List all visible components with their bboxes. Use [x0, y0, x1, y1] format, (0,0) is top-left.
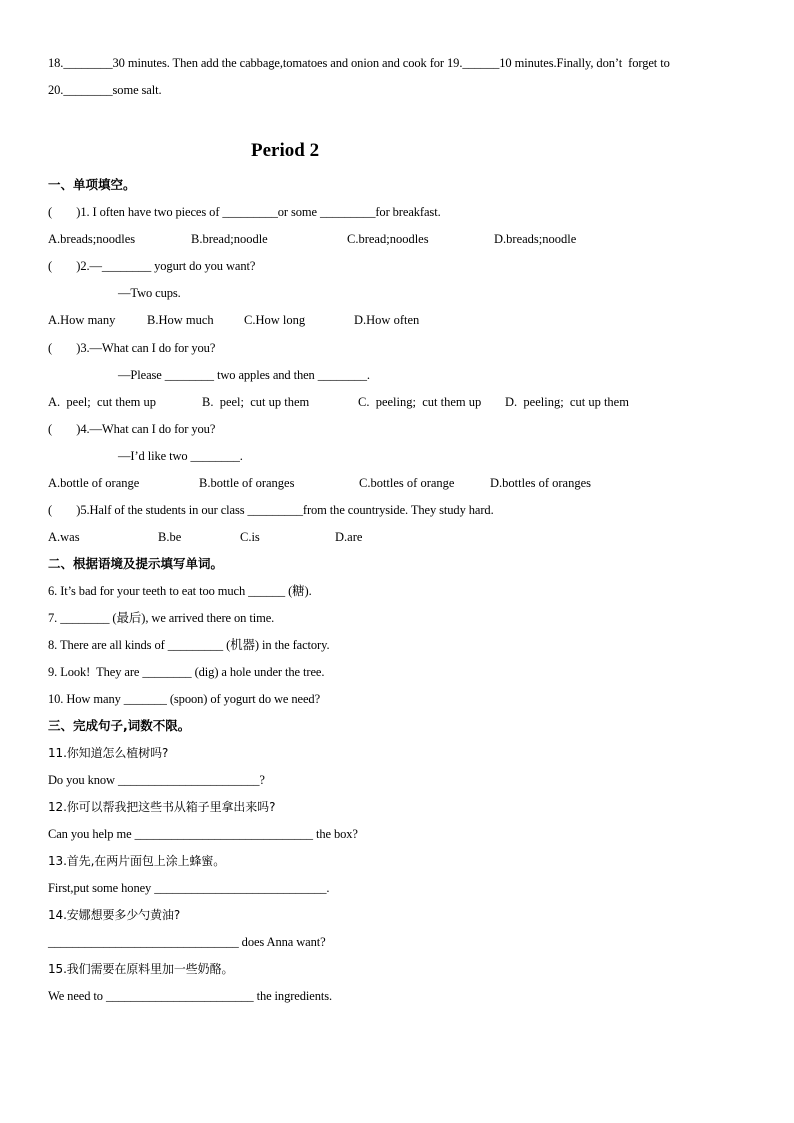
question-11-english: Do you know _______________________? [48, 773, 265, 787]
option-d: D.How often [354, 313, 420, 327]
option-a: A.breads;noodles [48, 232, 136, 246]
option-d: D.breads;noodle [494, 232, 577, 246]
question-10: 10. How many _______ (spoon) of yogurt do we need? [48, 692, 321, 706]
question-7: 7. ________ (最后), we arrived there on time. [48, 611, 275, 625]
section-2-heading: 二、根据语境及提示填写单词。 [48, 556, 224, 571]
question-14-chinese: 14.安娜想要多少勺黄油? [48, 908, 181, 922]
option-a: A.was [48, 530, 80, 544]
option-b: B. peel; cut up them [202, 395, 310, 409]
question-3-reply: —Please ________ two apples and then ________. [118, 368, 370, 382]
option-b: B.be [158, 530, 182, 544]
page-title: Period 2 [251, 140, 320, 161]
option-c: C.bottles of orange [359, 476, 455, 490]
question-8: 8. There are all kinds of _________ (机器) in the factory. [48, 638, 330, 652]
question-4-reply: —I’d like two ________. [118, 449, 243, 463]
question-15-chinese: 15.我们需要在原料里加一些奶酪。 [48, 962, 234, 976]
question-6: 6. It’s bad for your teeth to eat too much ______ (糖). [48, 584, 312, 598]
question-14-english: _______________________________ does Anna want? [48, 935, 326, 949]
question-9: 9. Look! They are ________ (dig) a hole under the tree. [48, 665, 325, 679]
option-a: A. peel; cut them up [48, 395, 156, 409]
section-1-heading: 一、单项填空。 [48, 177, 136, 192]
section-3-heading: 三、完成句子,词数不限。 [48, 718, 191, 733]
question-15-english: We need to ________________________ the ingredients. [48, 989, 333, 1003]
question-2-reply: —Two cups. [118, 286, 181, 300]
question-12-english: Can you help me _____________________________ the box? [48, 827, 358, 841]
carryover-line-1: 18.________30 minutes. Then add the cabbage,tomatoes and onion and cook for 19.______10 minutes.Finally, don’t forget to [48, 56, 670, 70]
question-11-chinese: 11.你知道怎么植树吗? [48, 746, 169, 760]
question-3: ( )3.—What can I do for you? [48, 341, 216, 355]
question-1: ( )1. I often have two pieces of _________or some _________for breakfast. [48, 205, 441, 219]
option-d: D. peeling; cut up them [505, 395, 629, 409]
option-c: C.bread;noodles [347, 232, 429, 246]
option-c: C.How long [244, 313, 306, 327]
question-2: ( )2.—________ yogurt do you want? [48, 259, 256, 273]
option-a: A.How many [48, 313, 116, 327]
option-c: C. peeling; cut them up [358, 395, 482, 409]
carryover-line-2: 20.________some salt. [48, 83, 162, 97]
option-d: D.are [335, 530, 363, 544]
option-b: B.How much [147, 313, 214, 327]
question-4: ( )4.—What can I do for you? [48, 422, 216, 436]
option-b: B.bottle of oranges [199, 476, 295, 490]
option-c: C.is [240, 530, 260, 544]
question-12-chinese: 12.你可以帮我把这些书从箱子里拿出来吗? [48, 800, 276, 814]
question-5: ( )5.Half of the students in our class _________from the countryside. They study hard. [48, 503, 494, 517]
question-13-chinese: 13.首先,在两片面包上涂上蜂蜜。 [48, 854, 226, 868]
option-b: B.bread;noodle [191, 232, 268, 246]
question-13-english: First,put some honey ____________________________. [48, 881, 330, 895]
option-d: D.bottles of oranges [490, 476, 592, 490]
option-a: A.bottle of orange [48, 476, 140, 490]
